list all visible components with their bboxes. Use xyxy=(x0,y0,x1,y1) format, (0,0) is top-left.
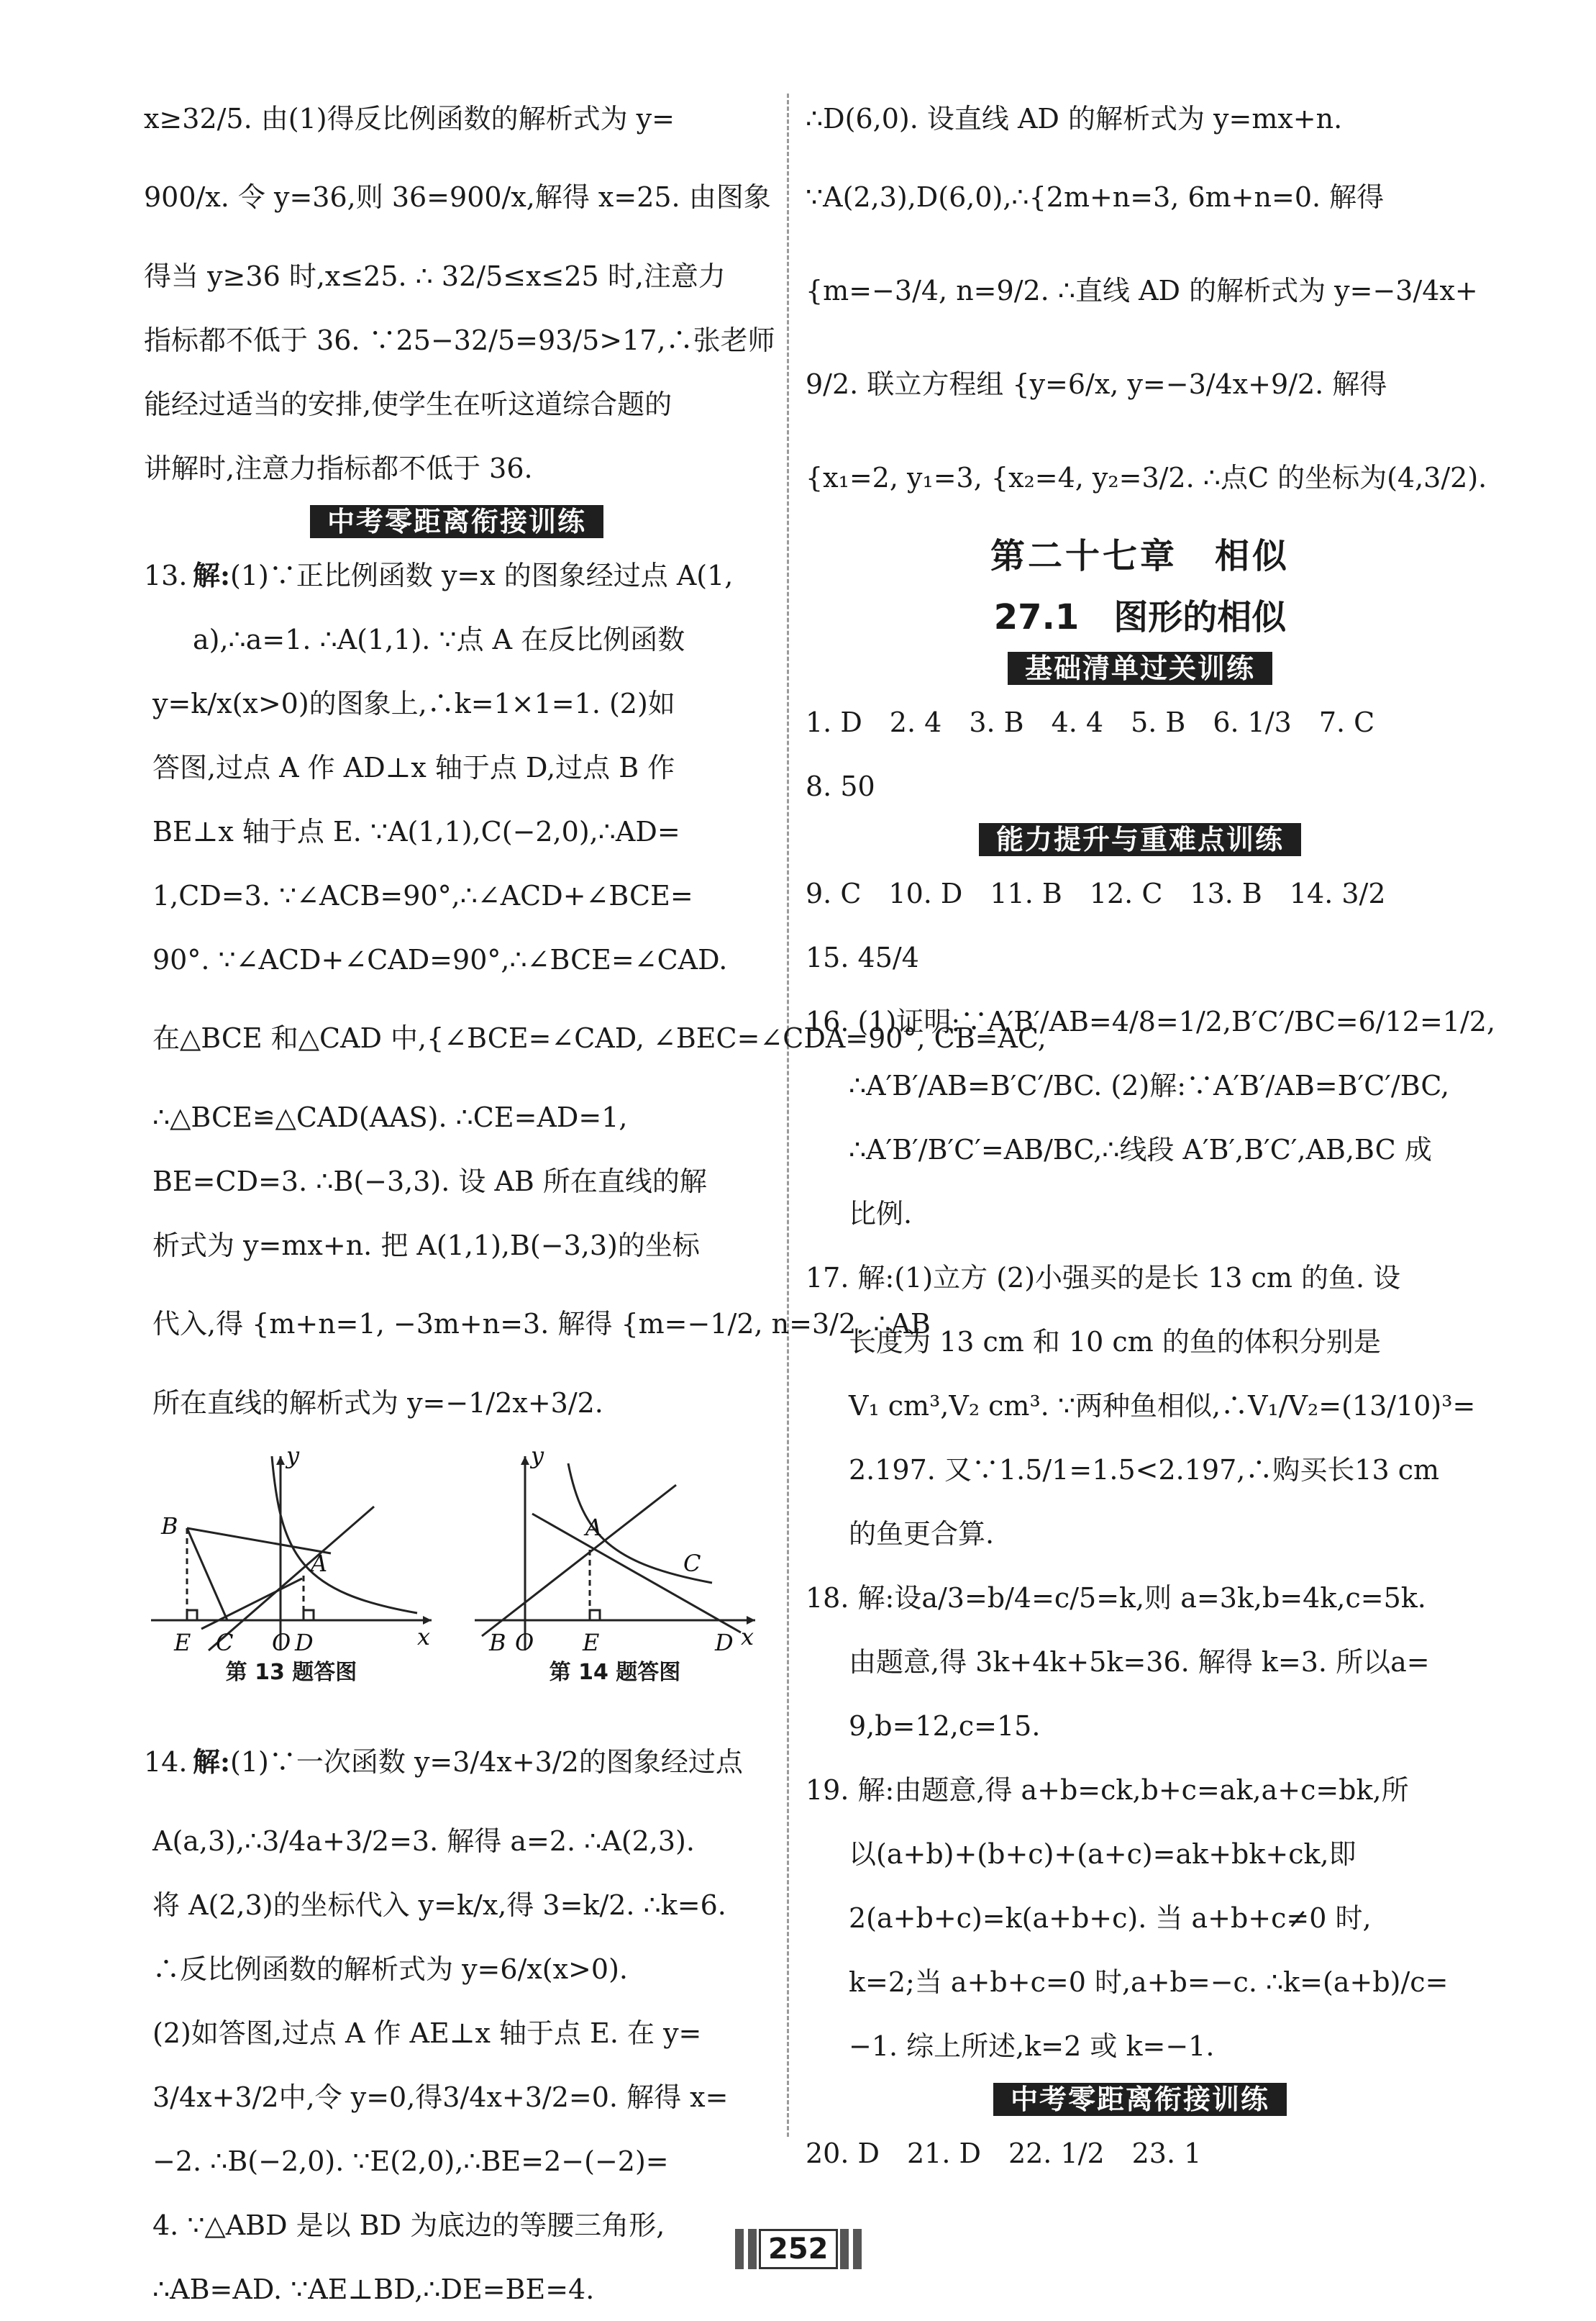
text-line: 9/2. 联立方程组 {y=6/x, y=−3/4x+9/2. 解得 xyxy=(806,368,1387,400)
text-line: {m=−3/4, n=9/2. ∴直线 AD 的解析式为 y=−3/4x+ xyxy=(806,275,1478,306)
figure-14 xyxy=(468,1442,762,1715)
section-banner: 中考零距离衔接训练 xyxy=(806,2078,1474,2121)
text-line: ∵A(2,3),D(6,0),∴{2m+n=3, 6m+n=0. 解得 xyxy=(806,181,1385,213)
text-line: 90°. ∵∠ACD+∠CAD=90°,∴∠BCE=∠CAD. xyxy=(152,943,728,976)
page-number xyxy=(733,2229,864,2269)
answer-line: 15. 45/4 xyxy=(806,941,919,973)
solution-label: 解: xyxy=(193,1745,231,1778)
column-divider xyxy=(787,94,789,2137)
text-line: 所在直线的解析式为 y=−1/2x+3/2. xyxy=(152,1386,603,1419)
figure-caption: 第 13 题答图 xyxy=(225,1660,357,1685)
text-line: BE=CD=3. ∴B(−3,3). 设 AB 所在直线的解 xyxy=(152,1165,707,1197)
figure-14-graph xyxy=(468,1442,762,1658)
text-line: 2.197. 又∵1.5/1=1.5<2.197,∴购买长13 cm xyxy=(849,1453,1440,1486)
text-line: 的鱼更合算. xyxy=(849,1517,995,1550)
text-line: 比例. xyxy=(849,1197,913,1230)
text-line: 900/x. 令 y=36,则 36=900/x,解得 x=25. 由图象 xyxy=(144,181,771,213)
figure-13 xyxy=(144,1442,439,1715)
section-banner: 中考零距离衔接训练 xyxy=(144,500,770,543)
text-line: 3/4x+3/2中,令 y=0,得3/4x+3/2=0. 解得 x= xyxy=(152,2081,729,2113)
text-line: −2. ∴B(−2,0). ∵E(2,0),∴BE=2−(−2)= xyxy=(152,2145,669,2177)
section-banner: 基础清单过关训练 xyxy=(806,647,1474,690)
point-label: C xyxy=(216,1629,234,1656)
text-line: x≥32/5. 由(1)得反比例函数的解析式为 y= xyxy=(144,102,675,135)
text-line: 在△BCE 和△CAD 中,{∠BCE=∠CAD, ∠BEC=∠CDA=90°, CB=AC, xyxy=(152,1022,1046,1054)
solution-label: 解: xyxy=(193,558,231,591)
text-line: (2)如答图,过点 A 作 AE⊥x 轴于点 E. 在 y= xyxy=(152,2017,702,2049)
text-line: 1,CD=3. ∵∠ACB=90°,∴∠ACD+∠BCE= xyxy=(152,879,693,912)
text-line: ∴△BCE≌△CAD(AAS). ∴CE=AD=1, xyxy=(152,1101,628,1133)
point-label: B xyxy=(161,1512,178,1540)
text-line: 16. (1)证明:∵A′B′/AB=4/8=1/2,B′C′/BC=6/12=1/2, xyxy=(806,1005,1496,1037)
point-label: O xyxy=(272,1629,291,1656)
text-line: ∴AB=AD. ∵AE⊥BD,∴DE=BE=4. xyxy=(152,2273,595,2305)
point-label: O xyxy=(515,1629,534,1656)
point-label: D xyxy=(295,1629,314,1656)
text-line: 长度为 13 cm 和 10 cm 的鱼的体积分别是 xyxy=(849,1325,1381,1358)
axis-label: x xyxy=(741,1623,754,1650)
point-label: A xyxy=(585,1514,603,1541)
answer-line: 9. C 10. D 11. B 12. C 13. B 14. 3/2 xyxy=(806,877,1386,909)
text-line: 析式为 y=mx+n. 把 A(1,1),B(−3,3)的坐标 xyxy=(152,1229,700,1261)
point-label: B xyxy=(489,1629,506,1656)
text-line: y=k/x(x>0)的图象上,∴k=1×1=1. (2)如 xyxy=(152,687,675,719)
question-14-line: 14. 解: (1)∵一次函数 y=3/4x+3/2的图象经过点 xyxy=(144,1745,743,1778)
text-line: {x₁=2, y₁=3, {x₂=4, y₂=3/2. ∴点C 的坐标为(4,3/2). xyxy=(806,462,1487,494)
page-number-text: 252 xyxy=(759,2229,838,2269)
section-title: 27.1 图形的相似 xyxy=(993,597,1287,637)
text-line: 得当 y≥36 时,x≤25. ∴ 32/5≤x≤25 时,注意力 xyxy=(144,260,726,292)
answer-line: 8. 50 xyxy=(806,770,875,802)
text-line: ∴A′B′/AB=B′C′/BC. (2)解:∵A′B′/AB=B′C′/BC, xyxy=(849,1069,1450,1102)
text-line: k=2;当 a+b+c=0 时,a+b=−c. ∴k=(a+b)/c= xyxy=(849,1966,1449,1998)
text-line: ∴反比例函数的解析式为 y=6/x(x>0). xyxy=(152,1953,628,1985)
text-line: 17. 解:(1)立方 (2)小强买的是长 13 cm 的鱼. 设 xyxy=(806,1261,1401,1294)
answer-line: 20. D 21. D 22. 1/2 23. 1 xyxy=(806,2137,1202,2169)
text-line: 19. 解:由题意,得 a+b=ck,b+c=ak,a+c=bk,所 xyxy=(806,1773,1409,1806)
question-number: 13. xyxy=(144,559,188,591)
figure-caption: 第 14 题答图 xyxy=(549,1660,681,1685)
text-line: 指标都不低于 36. ∵25−32/5=93/5>17,∴张老师 xyxy=(144,324,775,356)
figure-13-graph xyxy=(144,1442,439,1658)
text-line: BE⊥x 轴于点 E. ∵A(1,1),C(−2,0),∴AD= xyxy=(152,815,680,848)
text-line: ∴D(6,0). 设直线 AD 的解析式为 y=mx+n. xyxy=(806,102,1343,135)
text-line: 由题意,得 3k+4k+5k=36. 解得 k=3. 所以a= xyxy=(849,1645,1430,1678)
text-line: A(a,3),∴3/4a+3/2=3. 解得 a=2. ∴A(2,3). xyxy=(152,1825,695,1857)
axis-label: y xyxy=(286,1442,300,1469)
section-banner: 能力提升与重难点训练 xyxy=(806,818,1474,861)
text-line: V₁ cm³,V₂ cm³. ∵两种鱼相似,∴V₁/V₂=(13/10)³= xyxy=(849,1389,1476,1422)
answer-line: 1. D 2. 4 3. B 4. 4 5. B 6. 1/3 7. C xyxy=(806,706,1375,738)
chapter-title: 第二十七章 相似 xyxy=(990,536,1290,576)
point-label: E xyxy=(174,1629,191,1656)
text-line: 4. ∵△ABD 是以 BD 为底边的等腰三角形, xyxy=(152,2209,665,2241)
text-line: 代入,得 {m+n=1, −3m+n=3. 解得 {m=−1/2, n=3/2. ∴AB xyxy=(152,1308,931,1340)
axis-label: x xyxy=(417,1623,431,1650)
text-line: a),∴a=1. ∴A(1,1). ∵点 A 在反比例函数 xyxy=(193,623,685,655)
axis-label: y xyxy=(531,1442,544,1469)
text-line: ∴A′B′/B′C′=AB/BC,∴线段 A′B′,B′C′,AB,BC 成 xyxy=(849,1133,1432,1166)
text-line: 将 A(2,3)的坐标代入 y=k/x,得 3=k/2. ∴k=6. xyxy=(152,1889,726,1921)
point-label: C xyxy=(683,1550,701,1577)
point-label: E xyxy=(583,1629,600,1656)
text-line: 2(a+b+c)=k(a+b+c). 当 a+b+c≠0 时, xyxy=(849,1902,1372,1934)
text-line: 18. 解:设a/3=b/4=c/5=k,则 a=3k,b=4k,c=5k. xyxy=(806,1581,1426,1614)
text-line: 答图,过点 A 作 AD⊥x 轴于点 D,过点 B 作 xyxy=(152,751,675,783)
right-column xyxy=(806,86,1496,2185)
text-line: −1. 综上所述,k=2 或 k=−1. xyxy=(849,2030,1215,2062)
point-label: D xyxy=(715,1629,734,1656)
question-number: 14. xyxy=(144,1746,188,1778)
figures-row xyxy=(144,1435,770,1715)
text-line: 讲解时,注意力指标都不低于 36. xyxy=(144,452,533,484)
point-label: A xyxy=(311,1550,328,1577)
question-13-line: 13. 解: (1)∵正比例函数 y=x 的图象经过点 A(1, xyxy=(144,558,734,591)
text-line: 能经过适当的安排,使学生在听这道综合题的 xyxy=(144,388,672,420)
text-line: 9,b=12,c=15. xyxy=(849,1709,1041,1742)
text-line: 以(a+b)+(b+c)+(a+c)=ak+bk+ck,即 xyxy=(849,1838,1356,1870)
